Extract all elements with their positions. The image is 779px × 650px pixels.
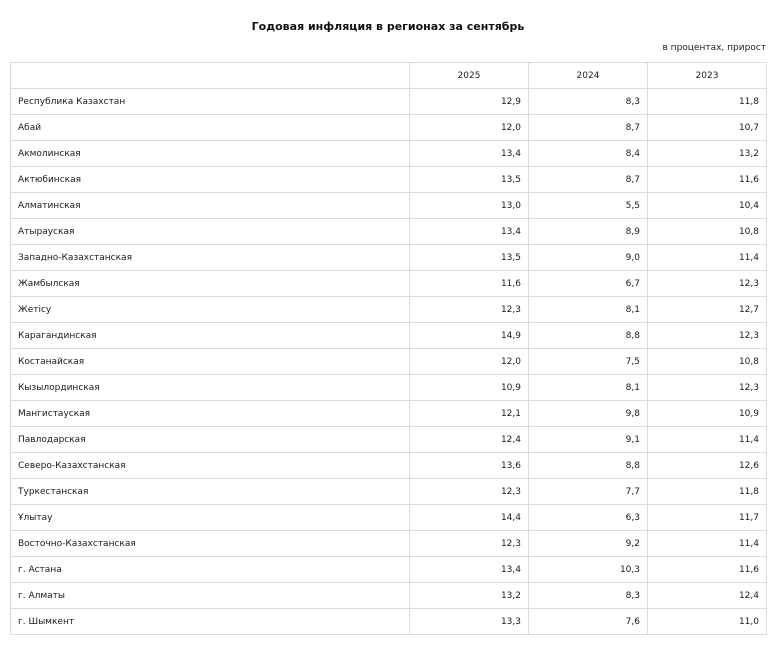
table-row [11, 557, 767, 583]
region-cell: Карагандинская [11, 323, 410, 349]
table-row [11, 375, 767, 401]
table-row [11, 531, 767, 557]
inflation-table [10, 62, 767, 635]
region-cell: Северо-Казахстанская [11, 453, 410, 479]
value-cell-2023: 11,7 [648, 505, 767, 531]
table-row [11, 427, 767, 453]
table-row [11, 89, 767, 115]
region-cell: Мангистауская [11, 401, 410, 427]
value-cell-2025: 12,3 [410, 531, 529, 557]
value-cell-2024: 8,1 [529, 297, 648, 323]
value-cell-2025: 12,9 [410, 89, 529, 115]
header-region [11, 63, 410, 89]
value-cell-2024: 8,4 [529, 141, 648, 167]
value-cell-2023: 11,4 [648, 245, 767, 271]
value-cell-2024: 6,3 [529, 505, 648, 531]
value-cell-2024: 8,3 [529, 583, 648, 609]
value-cell-2025: 13,4 [410, 557, 529, 583]
table-row [11, 583, 767, 609]
table-row [11, 349, 767, 375]
value-cell-2024: 9,1 [529, 427, 648, 453]
region-cell: Кызылординская [11, 375, 410, 401]
region-cell: Жамбылская [11, 271, 410, 297]
value-cell-2024: 9,8 [529, 401, 648, 427]
value-cell-2025: 14,9 [410, 323, 529, 349]
value-cell-2023: 11,6 [648, 167, 767, 193]
table-row [11, 323, 767, 349]
value-cell-2025: 12,0 [410, 349, 529, 375]
table-row [11, 245, 767, 271]
header-year-2024: 2024 [529, 63, 648, 89]
region-cell: г. Астана [11, 557, 410, 583]
value-cell-2023: 11,4 [648, 531, 767, 557]
region-cell: Туркестанская [11, 479, 410, 505]
value-cell-2023: 11,8 [648, 479, 767, 505]
value-cell-2025: 11,6 [410, 271, 529, 297]
value-cell-2024: 7,5 [529, 349, 648, 375]
value-cell-2024: 7,7 [529, 479, 648, 505]
header-year-2025: 2025 [410, 63, 529, 89]
value-cell-2025: 13,4 [410, 141, 529, 167]
value-cell-2024: 9,0 [529, 245, 648, 271]
value-cell-2025: 13,0 [410, 193, 529, 219]
region-cell: Ұлытау [11, 505, 410, 531]
table-row [11, 505, 767, 531]
value-cell-2025: 12,3 [410, 297, 529, 323]
value-cell-2025: 14,4 [410, 505, 529, 531]
value-cell-2025: 13,6 [410, 453, 529, 479]
table-row [11, 297, 767, 323]
table-body [11, 89, 767, 635]
value-cell-2023: 10,8 [648, 349, 767, 375]
value-cell-2023: 10,4 [648, 193, 767, 219]
value-cell-2023: 12,7 [648, 297, 767, 323]
table-row [11, 609, 767, 635]
header-year-2023: 2023 [648, 63, 767, 89]
unit-note: в процентах, прирост [662, 43, 766, 53]
value-cell-2025: 13,3 [410, 609, 529, 635]
value-cell-2023: 12,3 [648, 375, 767, 401]
value-cell-2025: 12,0 [410, 115, 529, 141]
table-row [11, 479, 767, 505]
region-cell: Павлодарская [11, 427, 410, 453]
region-cell: Атырауская [11, 219, 410, 245]
region-cell: г. Алматы [11, 583, 410, 609]
value-cell-2024: 5,5 [529, 193, 648, 219]
region-cell: Западно-Казахстанская [11, 245, 410, 271]
value-cell-2025: 12,4 [410, 427, 529, 453]
value-cell-2024: 8,1 [529, 375, 648, 401]
region-cell: Актюбинская [11, 167, 410, 193]
value-cell-2024: 8,3 [529, 89, 648, 115]
value-cell-2023: 10,8 [648, 219, 767, 245]
header-row [11, 63, 767, 89]
table-row [11, 115, 767, 141]
value-cell-2025: 12,3 [410, 479, 529, 505]
value-cell-2023: 11,6 [648, 557, 767, 583]
table-row [11, 167, 767, 193]
value-cell-2024: 7,6 [529, 609, 648, 635]
value-cell-2024: 8,7 [529, 167, 648, 193]
value-cell-2024: 6,7 [529, 271, 648, 297]
table-row [11, 193, 767, 219]
region-cell: Абай [11, 115, 410, 141]
table-row [11, 271, 767, 297]
table-title: Годовая инфляция в регионах за сентябрь [251, 20, 525, 33]
region-cell: Республика Казахстан [11, 89, 410, 115]
value-cell-2025: 13,4 [410, 219, 529, 245]
value-cell-2025: 12,1 [410, 401, 529, 427]
value-cell-2023: 11,0 [648, 609, 767, 635]
table-row [11, 141, 767, 167]
value-cell-2024: 10,3 [529, 557, 648, 583]
region-cell: Акмолинская [11, 141, 410, 167]
value-cell-2023: 10,7 [648, 115, 767, 141]
region-cell: Алматинская [11, 193, 410, 219]
value-cell-2025: 13,5 [410, 167, 529, 193]
table-row [11, 401, 767, 427]
value-cell-2023: 13,2 [648, 141, 767, 167]
region-cell: г. Шымкент [11, 609, 410, 635]
value-cell-2023: 12,4 [648, 583, 767, 609]
value-cell-2023: 10,9 [648, 401, 767, 427]
table-row [11, 219, 767, 245]
value-cell-2024: 9,2 [529, 531, 648, 557]
value-cell-2025: 10,9 [410, 375, 529, 401]
value-cell-2023: 11,8 [648, 89, 767, 115]
region-cell: Жетісу [11, 297, 410, 323]
value-cell-2024: 8,7 [529, 115, 648, 141]
region-cell: Костанайская [11, 349, 410, 375]
table-row [11, 453, 767, 479]
value-cell-2025: 13,2 [410, 583, 529, 609]
value-cell-2024: 8,9 [529, 219, 648, 245]
value-cell-2023: 12,6 [648, 453, 767, 479]
value-cell-2024: 8,8 [529, 453, 648, 479]
value-cell-2024: 8,8 [529, 323, 648, 349]
region-cell: Восточно-Казахстанская [11, 531, 410, 557]
value-cell-2023: 11,4 [648, 427, 767, 453]
value-cell-2023: 12,3 [648, 323, 767, 349]
value-cell-2025: 13,5 [410, 245, 529, 271]
value-cell-2023: 12,3 [648, 271, 767, 297]
